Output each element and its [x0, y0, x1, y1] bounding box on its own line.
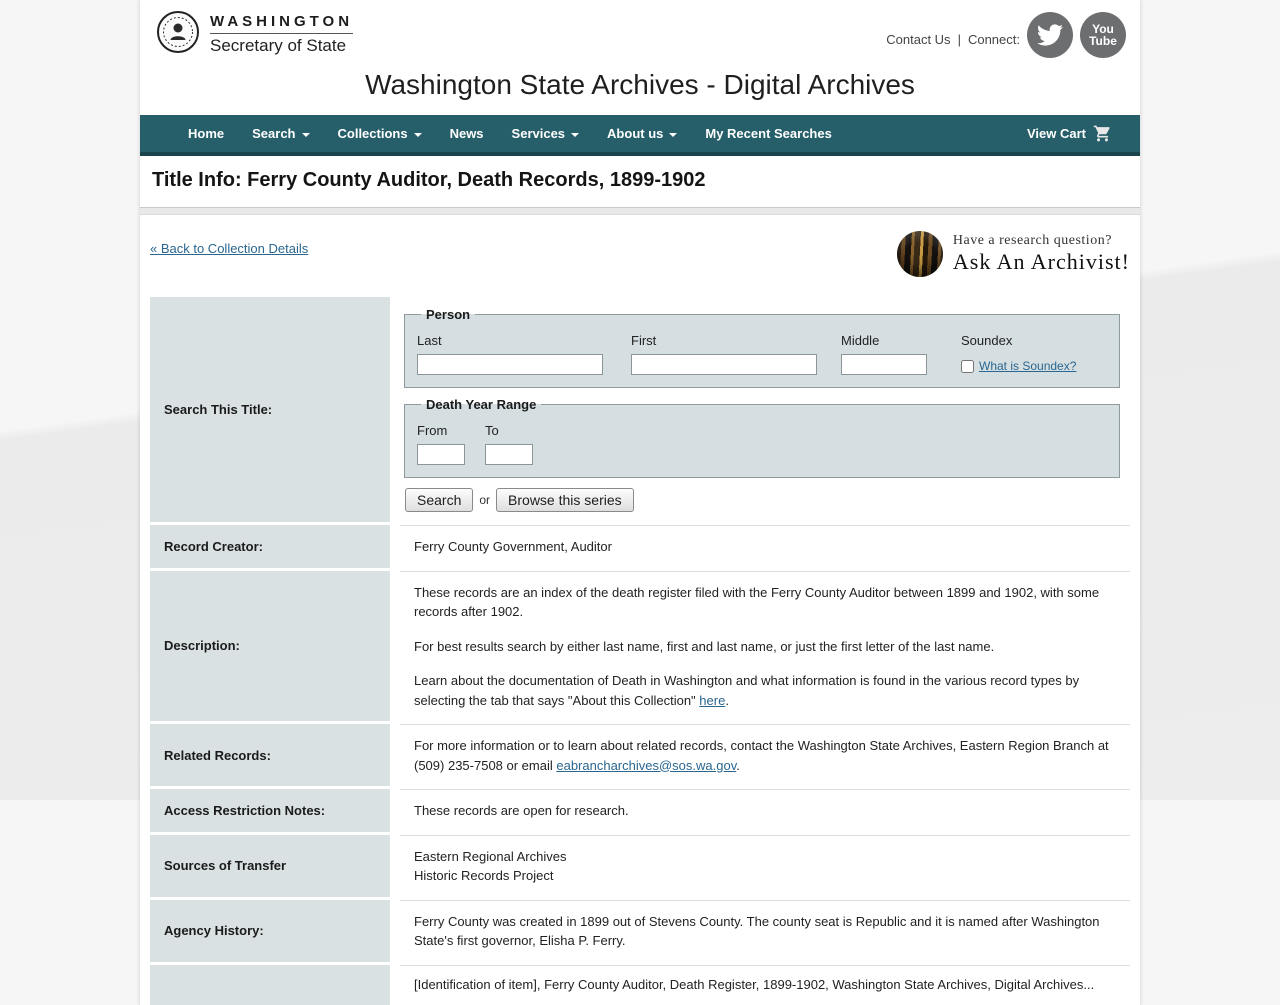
view-cart-label: View Cart [1027, 126, 1086, 141]
ask-archivist-text [953, 233, 1130, 275]
nav-item-label: Home [188, 126, 224, 141]
from-label: From [417, 421, 465, 441]
view-cart-button[interactable] [1027, 124, 1112, 143]
last-name-label: Last [417, 331, 617, 351]
row-label-sources-of-transfer: Sources of Transfer [150, 835, 390, 897]
middle-name-label: Middle [841, 331, 947, 351]
first-name-label: First [631, 331, 827, 351]
ask-archivist-banner[interactable] [897, 231, 1130, 277]
table-row-sources-of-transfer [150, 835, 1130, 897]
row-label-citation [150, 965, 390, 1005]
related-records-value: For more information or to learn about related records, contact the Washington State Archives, Eastern Region Branch at (509) 235-7508 or email eabrancharchives@sos.wa.gov. [400, 724, 1130, 786]
last-name-input[interactable] [417, 354, 603, 375]
header-links [886, 12, 1126, 58]
chevron-down-icon [571, 133, 579, 137]
description-value [400, 571, 1130, 722]
nav-item-news[interactable] [436, 115, 498, 152]
logo-text [210, 13, 353, 56]
nav-item-label: Services [512, 126, 566, 141]
email-link[interactable]: eabrancharchives@sos.wa.gov [556, 758, 736, 773]
table-row-agency-history [150, 900, 1130, 962]
logo-line1: WASHINGTON [210, 13, 353, 34]
description-paragraph: Learn about the documentation of Death in Washington and what information is found in the various record types by selecting the tab that says "About this Collection" here. [414, 671, 1120, 710]
table-row-description [150, 571, 1130, 722]
title-info-table [150, 297, 1130, 1005]
nav-item-label: About us [607, 126, 663, 141]
table-row-record-creator [150, 525, 1130, 568]
divider [140, 208, 1140, 215]
citation-value: [Identification of item], Ferry County Auditor, Death Register, 1899-1902, Washington State Archives, Digital Archives... [400, 965, 1130, 1005]
row-label-search-this-title: Search This Title: [150, 297, 390, 522]
nav-item-label: Search [252, 126, 295, 141]
soundex-checkbox[interactable] [961, 360, 974, 373]
content-top [150, 235, 1130, 283]
books-photo [897, 231, 943, 277]
twitter-link[interactable] [1027, 12, 1073, 58]
nav-item-label: Collections [338, 126, 408, 141]
main-nav [140, 115, 1140, 156]
agency-history-value: Ferry County was created in 1899 out of Stevens County. The county seat is Republic and it is named after Washington State's first governor, Elisha P. Ferry. [400, 900, 1130, 962]
first-name-input[interactable] [631, 354, 817, 375]
table-row-access-restriction [150, 789, 1130, 832]
soundex-help-link[interactable]: What is Soundex? [979, 357, 1076, 375]
connect-label: Connect: [968, 32, 1020, 47]
death-year-range-legend: Death Year Range [421, 395, 541, 415]
ask-archivist-line2: Ask An Archivist! [953, 249, 1130, 275]
nav-item-label: News [450, 126, 484, 141]
soundex-label: Soundex [961, 331, 1076, 351]
description-paragraph: These records are an index of the death register filed with the Ferry County Auditor between 1899 and 1902, with some records after 1902. [414, 583, 1120, 622]
to-label: To [485, 421, 533, 441]
logo-line2: Secretary of State [210, 36, 353, 56]
browse-series-button[interactable]: Browse this series [496, 488, 634, 512]
nav-item-collections[interactable] [324, 115, 436, 152]
record-creator-value: Ferry County Government, Auditor [400, 525, 1130, 568]
row-label-record-creator: Record Creator: [150, 525, 390, 568]
nav-item-label: My Recent Searches [705, 126, 831, 141]
back-link[interactable]: « Back to Collection Details [150, 241, 308, 256]
death-year-range-fieldset [404, 395, 1120, 478]
header-top [140, 0, 1140, 59]
page-title: Title Info: Ferry County Auditor, Death Records, 1899-1902 [140, 156, 1140, 208]
nav-item-about-us[interactable] [593, 115, 691, 152]
person-legend: Person [421, 305, 475, 325]
twitter-icon [1037, 22, 1063, 48]
about-collection-link[interactable]: here [699, 693, 725, 708]
table-row-related-records [150, 724, 1130, 786]
nav-item-home[interactable] [174, 115, 238, 152]
or-label: or [479, 491, 490, 509]
youtube-icon: You [1092, 23, 1114, 35]
table-row-search [150, 297, 1130, 522]
row-label-access-restriction: Access Restriction Notes: [150, 789, 390, 832]
ask-archivist-line1: Have a research question? [953, 233, 1130, 249]
site-header [140, 0, 1140, 115]
site-title: Washington State Archives - Digital Archives [140, 59, 1140, 115]
washington-seal-icon [156, 10, 200, 59]
description-paragraph: For best results search by either last name, first and last name, or just the first letter of the last name. [414, 637, 1120, 657]
link-separator: | [958, 32, 961, 47]
chevron-down-icon [414, 133, 422, 137]
sos-logo[interactable] [156, 10, 353, 59]
chevron-down-icon [302, 133, 310, 137]
youtube-link[interactable]: You Tube [1080, 12, 1126, 58]
main-content [140, 215, 1140, 1005]
person-fieldset [404, 305, 1120, 388]
row-label-description: Description: [150, 571, 390, 722]
year-from-input[interactable] [417, 444, 465, 465]
transfer-line: Eastern Regional Archives [414, 847, 1120, 867]
table-row-citation [150, 965, 1130, 1005]
nav-item-services[interactable] [498, 115, 594, 152]
cart-icon [1093, 124, 1112, 143]
transfer-line: Historic Records Project [414, 866, 1120, 886]
year-to-input[interactable] [485, 444, 533, 465]
row-label-agency-history: Agency History: [150, 900, 390, 962]
contact-us-link[interactable]: Contact Us [886, 32, 950, 47]
site-container [140, 0, 1140, 1005]
nav-item-search[interactable] [238, 115, 323, 152]
nav-items [174, 115, 846, 152]
middle-name-input[interactable] [841, 354, 927, 375]
chevron-down-icon [669, 133, 677, 137]
sources-of-transfer-value [400, 835, 1130, 897]
access-restriction-value: These records are open for research. [400, 789, 1130, 832]
row-label-related-records: Related Records: [150, 724, 390, 786]
search-button[interactable]: Search [405, 488, 473, 512]
nav-item-my-recent-searches[interactable] [691, 115, 845, 152]
search-form [400, 297, 1130, 522]
